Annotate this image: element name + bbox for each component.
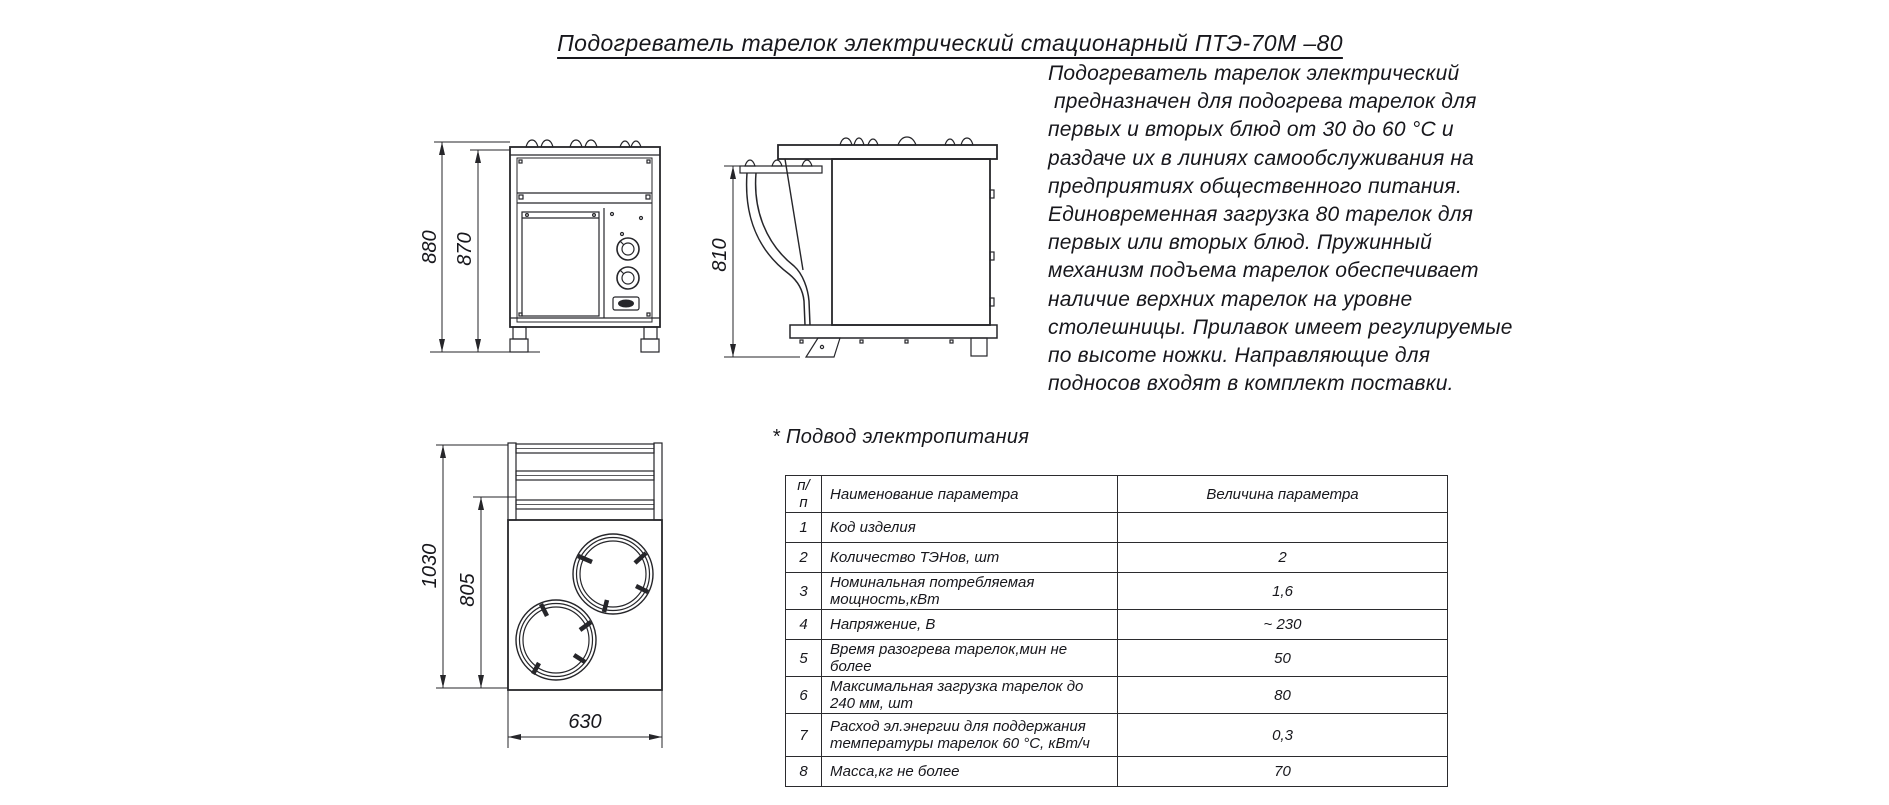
table-header-row — [786, 476, 1448, 513]
description-line: столешницы. Прилавок имеет регулируемые — [1048, 315, 1513, 339]
table-row — [786, 714, 1448, 757]
param-name: Количество ТЭНов, шт — [822, 543, 1118, 573]
power-supply-note: * Подвод электропитания — [772, 426, 1030, 448]
param-number: 7 — [786, 714, 822, 757]
param-name: Время разогрева тарелок,мин не более — [822, 640, 1118, 677]
table-row — [786, 677, 1448, 714]
param-value: 1,6 — [1118, 573, 1448, 610]
param-name: Код изделия — [822, 513, 1118, 543]
param-name: Расход эл.энергии для поддержания температуры тарелок 60 °С, кВт/ч — [822, 714, 1118, 757]
param-value: 2 — [1118, 543, 1448, 573]
side-view-dimensions — [709, 166, 800, 357]
dim-label-1030: 1030 — [419, 543, 441, 589]
table-row — [786, 543, 1448, 573]
description-line: предназначен для подогрева тарелок для — [1048, 90, 1477, 114]
param-name: Напряжение, В — [822, 610, 1118, 640]
dim-label-880: 880 — [419, 230, 441, 264]
dim-label-810: 810 — [709, 238, 731, 272]
description-line: предприятиях общественного питания. — [1048, 174, 1463, 198]
param-value: 50 — [1118, 640, 1448, 677]
param-name: Максимальная загрузка тарелок до 240 мм, шт — [822, 677, 1118, 714]
front-view-drawing — [510, 140, 660, 352]
parameters-table — [785, 475, 1448, 787]
param-value — [1118, 513, 1448, 543]
table-row — [786, 610, 1448, 640]
col-header-name: Наименование параметра — [822, 476, 1118, 513]
param-number: 6 — [786, 677, 822, 714]
description-line: Единовременная загрузка 80 тарелок для — [1048, 203, 1474, 227]
description-line: первых или вторых блюд. Пружинный — [1048, 231, 1432, 255]
plate-well-circle — [516, 600, 596, 680]
description-line: подносов входят в комплект поставки. — [1048, 372, 1454, 396]
description — [1048, 60, 1513, 398]
description-line: раздаче их в линиях самообслуживания на — [1048, 146, 1475, 170]
param-name: Масса,кг не более — [822, 757, 1118, 787]
description-line: механизм подъема тарелок обеспечивает — [1048, 259, 1479, 283]
param-number: 3 — [786, 573, 822, 610]
description-line: первых и вторых блюд от 30 до 60 °С и — [1048, 118, 1454, 142]
param-number: 2 — [786, 543, 822, 573]
param-value: 70 — [1118, 757, 1448, 787]
table-row — [786, 573, 1448, 610]
page-title: Подогреватель тарелок электрический стационарный ПТЭ-70М –80 — [557, 30, 1343, 56]
plate-well-circle — [573, 534, 653, 614]
dim-label-630: 630 — [568, 711, 602, 733]
side-view-drawing — [740, 137, 997, 357]
param-value: 80 — [1118, 677, 1448, 714]
description-line: Подогреватель тарелок электрический — [1048, 62, 1460, 85]
plan-view-dimensions — [419, 445, 662, 748]
param-number: 1 — [786, 513, 822, 543]
description-line: по высоте ножки. Направляющие для — [1048, 344, 1431, 368]
dim-label-805: 805 — [457, 573, 479, 607]
col-header-num: п/п — [786, 476, 822, 513]
param-number: 8 — [786, 757, 822, 787]
param-number: 4 — [786, 610, 822, 640]
param-number: 5 — [786, 640, 822, 677]
col-header-value: Величина параметра — [1118, 476, 1448, 513]
table-row — [786, 513, 1448, 543]
table-row — [786, 757, 1448, 787]
plan-view-drawing — [508, 443, 662, 690]
description-line: наличие верхних тарелок на уровне — [1048, 287, 1413, 311]
param-value: ~ 230 — [1118, 610, 1448, 640]
table-row — [786, 640, 1448, 677]
param-value: 0,3 — [1118, 714, 1448, 757]
dim-label-870: 870 — [454, 232, 476, 266]
param-name: Номинальная потребляемая мощность,кВт — [822, 573, 1118, 610]
